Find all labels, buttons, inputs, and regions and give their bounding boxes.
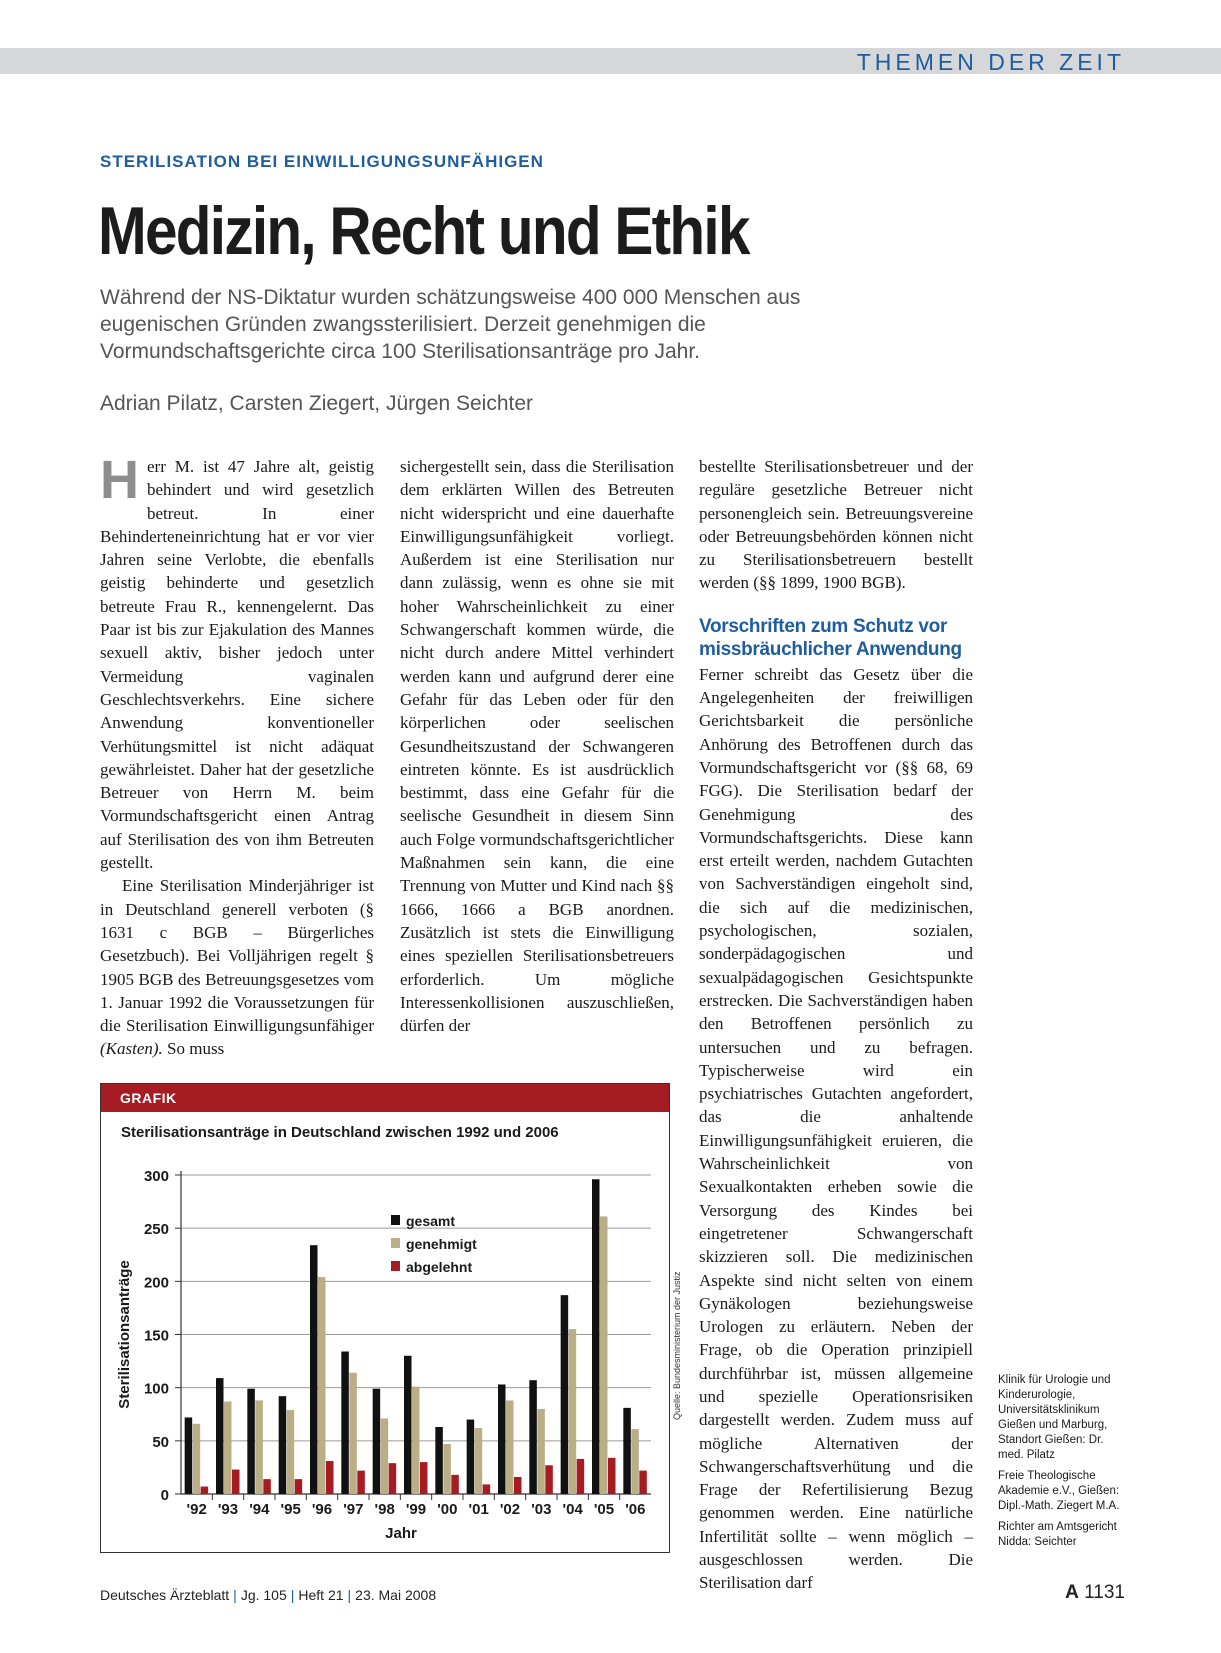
bar-gesamt (247, 1389, 255, 1494)
article-title: Medizin, Recht und Ethik (98, 193, 749, 269)
bar-abgelehnt (577, 1459, 585, 1494)
bar-genehmigt (412, 1387, 420, 1494)
bar-chart (101, 1084, 669, 1552)
bar-abgelehnt (326, 1461, 334, 1494)
bar-abgelehnt (639, 1471, 647, 1494)
paragraph (100, 874, 374, 1060)
x-tick-label: '92 (186, 1501, 207, 1518)
bar-gesamt (529, 1380, 537, 1494)
bar-genehmigt (443, 1444, 451, 1494)
x-tick-label: '98 (374, 1501, 395, 1518)
legend-swatch-gesamt (391, 1215, 400, 1225)
bar-gesamt (498, 1384, 506, 1494)
author-note: Klinik für Urologie und Kinderurologie, Universitätsklinikum Gießen und Marburg, Standort Gießen: Dr. med. Pilatz (998, 1374, 1111, 1461)
date: 23. Mai 2008 (355, 1587, 437, 1603)
page-number-value: 1131 (1084, 1582, 1125, 1603)
author-note: Richter am Amtsgericht Nidda: Seichter (998, 1521, 1117, 1548)
bar-gesamt (561, 1295, 569, 1494)
paragraph: err M. ist 47 Jahre alt, geistig behindert und wird gesetzlich betreut. In einer Behinderteneinrichtung hat er vor vier Jahren seine Verlobte, die ebenfalls geistig behinderte und gesetzlich betreute Frau R., kennengelernt. Das Paar ist bis zur Ejakulation des Mannes sexuell aktiv, bisher jedoch unter Vermeidung vaginalen Geschlechtsverkehrs. Eine sichere Anwendung konventioneller Verhütungsmittel ist nicht adäquat gewährleistet. Daher hat der gesetzliche Betreuer von Herrn M. beim Vormundschaftsgericht einen Antrag auf Sterilisation des von ihm Betreuten gestellt. (100, 457, 374, 873)
kasten-reference: (Kasten). (100, 1039, 163, 1059)
bar-abgelehnt (295, 1479, 303, 1494)
bar-abgelehnt (608, 1458, 616, 1494)
bar-abgelehnt (420, 1462, 428, 1494)
bar-abgelehnt (201, 1487, 209, 1494)
bar-abgelehnt (357, 1471, 365, 1494)
bar-gesamt (341, 1352, 349, 1494)
bar-gesamt (279, 1396, 287, 1494)
y-tick-label: 150 (143, 1327, 169, 1345)
x-tick-label: '00 (437, 1501, 458, 1518)
bar-genehmigt (475, 1428, 483, 1494)
author-note: Freie Theologische Akademie e.V., Gießen: Dipl.-Math. Ziegert M.A. (998, 1470, 1120, 1512)
bar-abgelehnt (545, 1465, 553, 1494)
page-prefix: A (1065, 1582, 1079, 1603)
chart-title: Sterilisationsanträge in Deutschland zwischen 1992 und 2006 (121, 1124, 559, 1141)
bar-gesamt (373, 1389, 381, 1494)
bar-gesamt (310, 1245, 318, 1494)
bar-genehmigt (600, 1216, 608, 1494)
column-1 (100, 450, 374, 1061)
x-tick-label: '93 (217, 1501, 239, 1518)
bar-gesamt (467, 1420, 475, 1494)
article-authors: Adrian Pilatz, Carsten Ziegert, Jürgen Seichter (100, 392, 534, 415)
chart-header: GRAFIK (101, 1084, 669, 1112)
paragraph-text: So muss (162, 1039, 225, 1059)
bar-genehmigt (506, 1400, 514, 1494)
bar-abgelehnt (451, 1475, 459, 1494)
bar-genehmigt (569, 1329, 577, 1494)
journal-name: Deutsches Ärzteblatt (100, 1587, 230, 1603)
x-tick-label: '96 (311, 1501, 333, 1518)
x-tick-label: '01 (468, 1501, 489, 1518)
subheading: Vorschriften zum Schutz vor missbräuchlicher Anwendung (699, 615, 962, 660)
bar-gesamt (592, 1179, 600, 1494)
y-tick-label: 0 (160, 1487, 169, 1504)
legend-swatch-genehmigt (391, 1238, 400, 1248)
article-lead: Während der NS-Diktatur wurden schätzungsweise 400 000 Menschen aus eugenischen Gründen zwangssterilisiert. Derzeit genehmigen die Vormundschaftsgerichte circa 100 Sterilisationsanträge pro Jahr. (100, 286, 801, 363)
chart-box (100, 1083, 670, 1553)
separator: | (233, 1587, 237, 1603)
bar-genehmigt (287, 1410, 295, 1494)
legend-swatch-abgelehnt (391, 1261, 400, 1271)
issue: Heft 21 (298, 1587, 344, 1603)
x-tick-label: '06 (625, 1501, 646, 1518)
y-tick-label: 250 (143, 1221, 169, 1239)
paragraph: sichergestellt sein, dass die Sterilisation dem erklärten Willen des Betreuten nicht widerspricht und eine dauerhafte Einwilligungsunfähigkeit vorliegt. Außerdem ist eine Sterilisation nur dann zulässig, wenn es ohne sie mit hoher Wahrscheinlichkeit zu einer Schwangerschaft kommen würde, die nicht durch andere Mittel verhindert werden kann und aufgrund derer eine Gefahr für das Leben oder für den körperlichen oder seelischen Gesundheitszustand der Schwangeren eintreten könnte. Es ist ausdrücklich bestimmt, dass eine Gefahr für die seelische Gesundheit in diesem Sinn auch Folge vormundschaftsgerichtlicher Maßnahmen sein kann, die eine Trennung von Mutter und Kind nach §§ 1666, 1666 a BGB anordnen. Zusätzlich ist stets die Einwilligung eines speziellen Sterilisationsbetreuers erforderlich. Um mögliche Interessenkollisionen auszuschließen, dürfen der (400, 457, 674, 1036)
x-tick-label: '04 (562, 1501, 583, 1518)
legend-label-gesamt: gesamt (406, 1213, 456, 1229)
bar-genehmigt (631, 1429, 639, 1494)
chart-source: Quelle: Bundesministerium der Justiz (672, 1271, 682, 1420)
x-tick-label: '99 (405, 1501, 427, 1518)
bar-abgelehnt (232, 1470, 240, 1494)
bar-gesamt (216, 1378, 224, 1494)
x-tick-label: '02 (499, 1501, 521, 1518)
legend-label-genehmigt: genehmigt (406, 1236, 477, 1252)
x-tick-label: '97 (343, 1501, 364, 1518)
bar-abgelehnt (389, 1463, 397, 1494)
bar-genehmigt (255, 1400, 262, 1494)
x-tick-label: '03 (531, 1501, 552, 1518)
author-notes (998, 1373, 1128, 1556)
bar-genehmigt (193, 1424, 201, 1494)
bar-gesamt (404, 1356, 412, 1494)
bar-abgelehnt (483, 1484, 491, 1494)
bar-genehmigt (349, 1373, 357, 1494)
x-axis-label: Jahr (385, 1525, 417, 1542)
x-tick-label: '95 (280, 1501, 301, 1518)
bar-genehmigt (381, 1419, 389, 1494)
y-axis-label: Sterilisationsanträge (116, 1260, 133, 1409)
bar-abgelehnt (514, 1477, 522, 1494)
x-tick-label: '94 (249, 1501, 270, 1518)
x-tick-label: '05 (593, 1501, 615, 1518)
bar-abgelehnt (263, 1479, 271, 1494)
column-2 (400, 455, 674, 1037)
footer (100, 1587, 436, 1603)
bar-genehmigt (224, 1401, 232, 1494)
column-3 (699, 455, 973, 1595)
y-tick-label: 100 (143, 1380, 169, 1398)
legend-label-abgelehnt: abgelehnt (406, 1259, 473, 1275)
paragraph: bestellte Sterilisationsbetreuer und der reguläre gesetzliche Betreuer nicht personengleich sein. Betreuungsvereine oder Betreuungsbehörden können nicht zu Sterilisationsbetreuern bestellt werden (§§ 1899, 1900 BGB). (699, 457, 973, 593)
separator: | (347, 1587, 352, 1603)
bar-gesamt (623, 1408, 631, 1494)
drop-cap: H (100, 450, 139, 510)
y-tick-label: 300 (143, 1168, 169, 1185)
y-tick-label: 200 (143, 1274, 169, 1292)
page-number (1065, 1582, 1125, 1604)
bar-gesamt (185, 1417, 193, 1494)
volume: Jg. 105 (240, 1587, 287, 1603)
paragraph: Ferner schreibt das Gesetz über die Angelegenheiten der freiwilligen Gerichtsbarkeit die persönliche Anhörung des Betroffenen durch das Vormundschaftsgericht vor (§§ 68, 69 FGG). Die Sterilisation bedarf der Genehmigung des Vormundschaftsgerichts. Diese kann erst erteilt werden, nachdem Gutachten von Sachverständigen eingeholt sind, die sich auf die medizinischen, psychologischen, sozialen, sonderpädagogischen und sexualpädagogischen Gesichtspunkte erstrecken. Die Sachverständigen haben den Betroffenen persönlich zu untersuchen und zu befragen. Typischerweise wird ein psychiatrisches Gutachten angefordert, das die anhaltende Einwilligungsunfähigkeit eruieren, die Wahrscheinlichkeit von Sexualkontakten erheben sowie die Versorgung des Kindes bei eingetretener Schwangerschaft skizzieren soll. Die medizinischen Aspekte sind nicht selten von einem Gynäkologen beziehungsweise Urologen zu erläutern. Neben der Frage, ob die Operation prinzipiell durchführbar ist, müssen allgemeine und spezielle Operationsrisiken dargestellt werden. Zudem muss auf mögliche Alternativen der Schwangerschaftsverhütung und die Frage der Refertilisierung Bezug genommen werden. Eine natürliche Infertilität sollte – wenn möglich – ausgeschlossen werden. Die Sterilisation darf (699, 664, 973, 1593)
bar-genehmigt (318, 1277, 326, 1494)
y-tick-label: 50 (152, 1433, 169, 1451)
bar-genehmigt (537, 1409, 545, 1494)
section-label: THEMEN DER ZEIT (856, 49, 1125, 75)
paragraph-text: Eine Sterilisation Minderjähriger ist in Deutschland generell verboten (§ 1631 c BGB – Bürgerliches Gesetzbuch). Bei Volljährigen regelt § 1905 BGB des Betreuungsgesetzes vom 1. Januar 1992 die Voraussetzungen für die Sterilisation Einwilligungsunfähiger (100, 876, 374, 1036)
bar-gesamt (435, 1427, 443, 1494)
separator: | (290, 1587, 295, 1603)
article-kicker: STERILISATION BEI EINWILLIGUNGSUNFÄHIGEN (100, 152, 544, 171)
